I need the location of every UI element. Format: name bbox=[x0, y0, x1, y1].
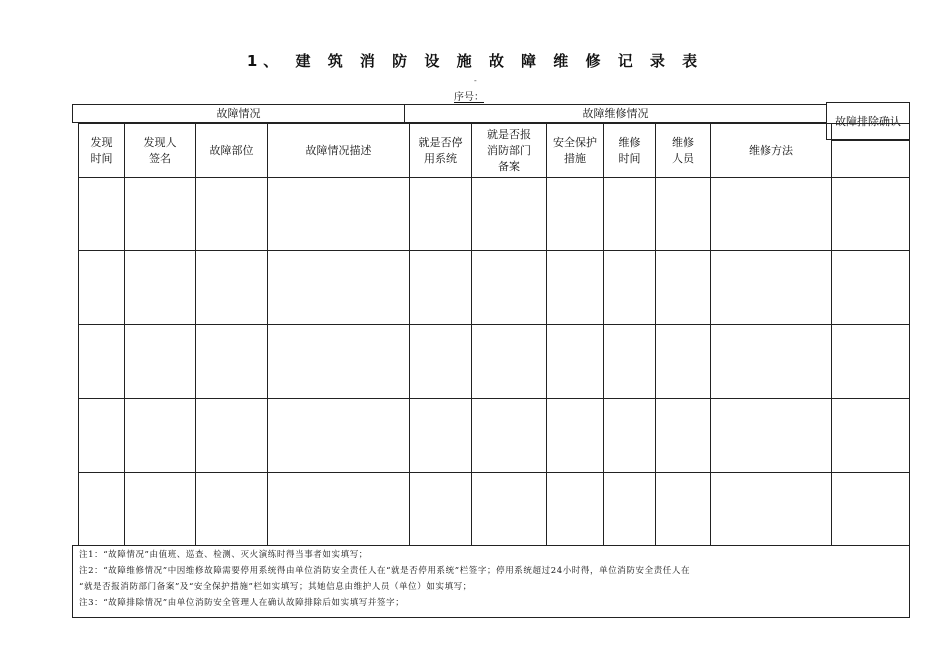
col-header-label: 发现人签名 bbox=[143, 135, 177, 165]
col-header-fault-location bbox=[195, 123, 268, 178]
serial-number-label: 序号： bbox=[454, 92, 484, 103]
grid-vline bbox=[409, 177, 410, 546]
group-header-repair-label: 故障维修情况 bbox=[582, 106, 649, 120]
col-header-label: 安全保护措施 bbox=[553, 135, 597, 165]
grid-vline bbox=[831, 177, 832, 546]
col-header-label: 就是否报消防部门备案 bbox=[487, 127, 531, 173]
group-header-repair bbox=[404, 104, 827, 123]
grid-vline bbox=[546, 177, 547, 546]
col-header-found-time bbox=[78, 123, 125, 178]
grid-hline bbox=[78, 324, 910, 325]
note-line: 注2：“故障维修情况”中因维修故障需要停用系统得由单位消防安全责任人在“就是否停用系统”栏签字；停用系统超过24小时得，单位消防安全责任人在 bbox=[79, 566, 691, 576]
col-header-label: 故障部位 bbox=[209, 143, 254, 157]
grid-vline bbox=[195, 177, 196, 546]
grid-hline bbox=[78, 398, 910, 399]
note-line: 注1：“故障情况”由值班、巡查、检测、灭火演练时得当事者如实填写； bbox=[79, 550, 368, 560]
record-table bbox=[78, 123, 910, 546]
col-header-label: 故障情况描述 bbox=[305, 143, 372, 157]
form-title: 1、 建 筑 消 防 设 施 故 障 维 修 记 录 表 bbox=[246, 52, 704, 70]
col-header-label: 维修方法 bbox=[749, 143, 793, 157]
group-header-fault-label: 故障情况 bbox=[216, 106, 261, 120]
col-header-label: 维修时间 bbox=[618, 135, 641, 165]
group-header-confirm-label: 故障排除确认 bbox=[835, 114, 901, 128]
col-header-confirm-signature bbox=[831, 140, 910, 178]
col-header-label: 发现时间 bbox=[90, 135, 113, 165]
col-header-label: 就是否停用系统 bbox=[418, 135, 463, 165]
note-line: “就是否报消防部门备案”及“安全保护措施”栏如实填写；其她信息由维护人员（单位）如实填写； bbox=[79, 582, 472, 592]
col-header-label: 维修人员 bbox=[672, 135, 694, 165]
col-header-system-stopped bbox=[409, 123, 472, 178]
col-header-safety-measures bbox=[546, 123, 604, 178]
grid-vline bbox=[710, 177, 711, 546]
note-line: 注3：“故障排除情况”由单位消防安全管理人在确认故障排除后如实填写并签字； bbox=[79, 598, 405, 608]
notes-section bbox=[72, 545, 910, 618]
grid-hline bbox=[78, 250, 910, 251]
col-header-finder-signature bbox=[124, 123, 196, 178]
col-header-fire-dept-filing bbox=[471, 123, 547, 178]
col-header-repair-method bbox=[710, 123, 832, 178]
grid-vline bbox=[124, 177, 125, 546]
col-header-fault-description bbox=[267, 123, 410, 178]
grid-vline bbox=[267, 177, 268, 546]
col-header-repair-time bbox=[603, 123, 656, 178]
grid-hline bbox=[78, 472, 910, 473]
title-marker: - bbox=[474, 76, 477, 85]
grid-vline bbox=[655, 177, 656, 546]
col-header-repair-staff bbox=[655, 123, 711, 178]
grid-vline bbox=[471, 177, 472, 546]
group-header-fault bbox=[72, 104, 405, 123]
grid-vline bbox=[603, 177, 604, 546]
